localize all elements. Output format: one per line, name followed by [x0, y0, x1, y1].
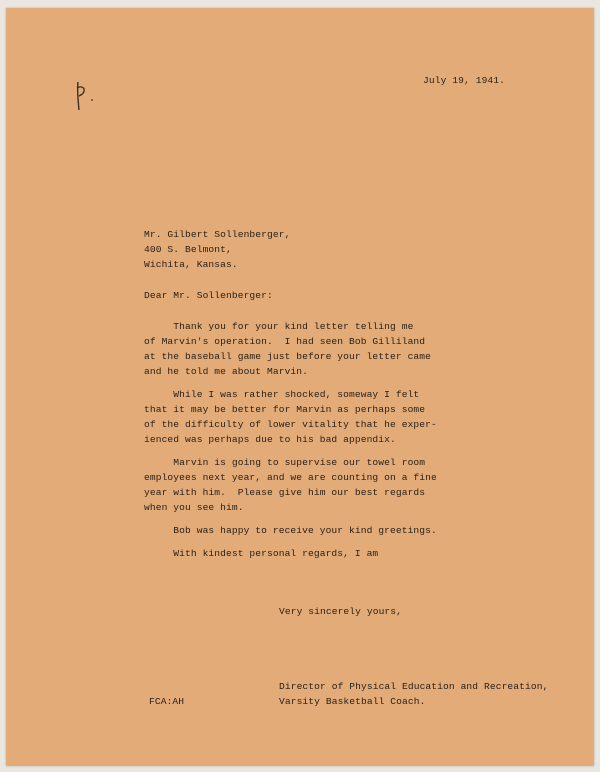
letter-date: July 19, 1941.: [423, 75, 506, 86]
signature-title-line-2: Varsity Basketball Coach.: [279, 696, 426, 707]
closing: Very sincerely yours,: [279, 606, 403, 617]
paragraph-4-line-1: Bob was happy to receive your kind greetings.: [144, 525, 437, 536]
paragraph-1-line-4: and he told me about Marvin.: [144, 366, 309, 377]
typist-initials: FCA:AH: [149, 696, 185, 707]
paragraph-1-line-3: at the baseball game just before your letter came: [144, 351, 432, 362]
paragraph-2-line-1: While I was rather shocked, someway I felt: [144, 389, 420, 400]
paragraph-3-line-2: employees next year, and we are counting on a fine: [144, 472, 437, 483]
paragraph-1-line-1: Thank you for your kind letter telling me: [144, 321, 414, 332]
recipient-name: Mr. Gilbert Sollenberger,: [144, 229, 291, 240]
paragraph-3-line-3: year with him. Please give him our best regards: [144, 487, 426, 498]
paragraph-2-line-4: ienced was perhaps due to his bad appendix.: [144, 434, 396, 445]
paragraph-2-line-2: that it may be better for Marvin as perhaps some: [144, 404, 426, 415]
recipient-street: 400 S. Belmont,: [144, 244, 232, 255]
paragraph-3-line-1: Marvin is going to supervise our towel room: [144, 457, 426, 468]
recipient-city: Wichita, Kansas.: [144, 259, 238, 270]
paragraph-2-line-3: of the difficulty of lower vitality that he exper-: [144, 419, 437, 430]
paragraph-3-line-4: when you see him.: [144, 502, 244, 513]
signature-title-line-1: Director of Physical Education and Recreation,: [279, 681, 549, 692]
paragraph-1-line-2: of Marvin's operation. I had seen Bob Gilliland: [144, 336, 426, 347]
pencil-mark-icon: [68, 78, 102, 114]
paragraph-5-line-1: With kindest personal regards, I am: [144, 548, 379, 559]
letter-page: [6, 8, 594, 766]
salutation: Dear Mr. Sollenberger:: [144, 290, 273, 301]
